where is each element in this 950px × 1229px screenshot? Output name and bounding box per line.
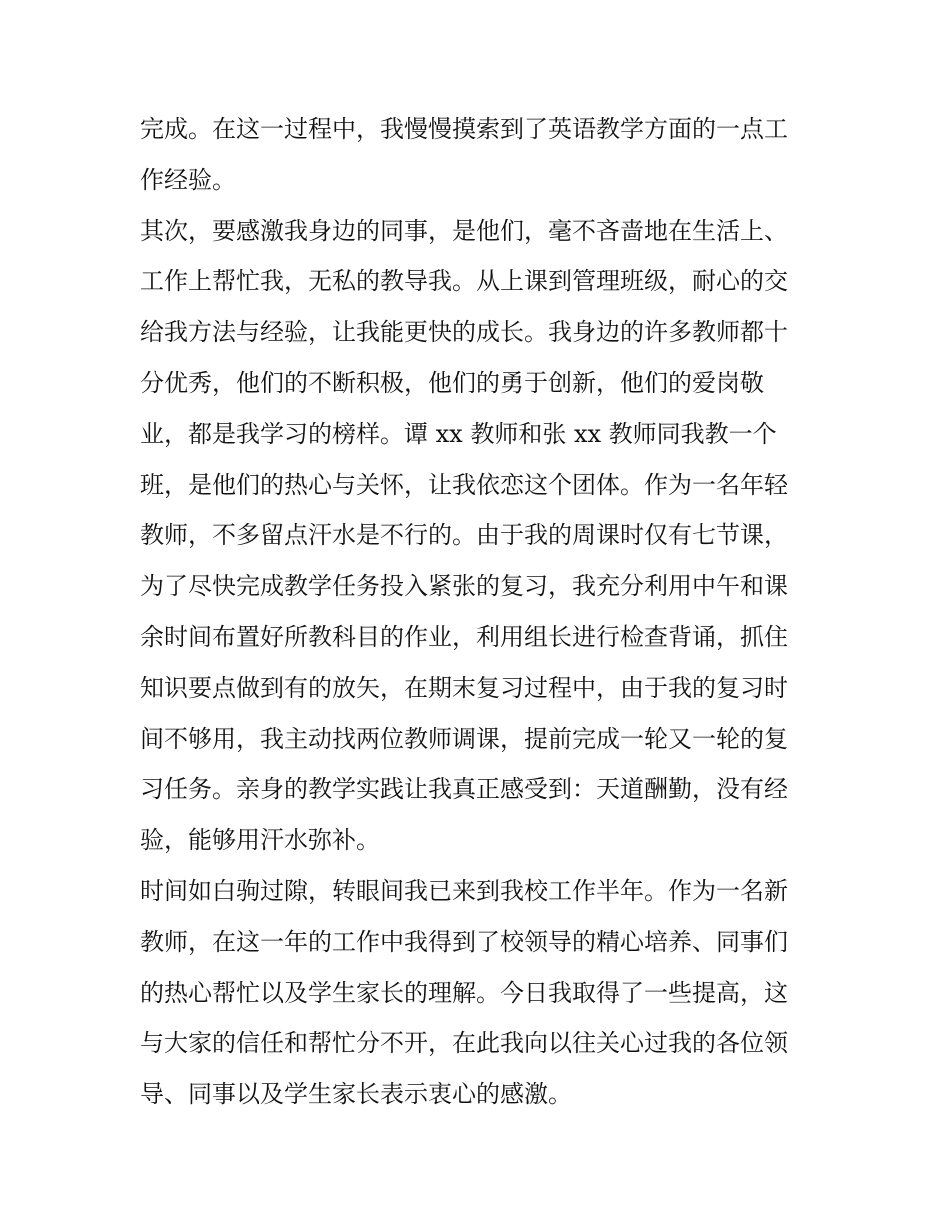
text-line: 业，都是我学习的榜样。谭 xx 教师和张 xx 教师同我教一个 <box>140 419 777 448</box>
text-line: 作经验。 <box>140 165 236 194</box>
text-line: 与大家的信任和帮忙分不开，在此我向以往关心过我的各位领 <box>140 1029 788 1058</box>
text-line: 余时间布置好所教科目的作业，利用组长进行检查背诵，抓住 <box>140 622 788 651</box>
text-line: 完成。在这一过程中，我慢慢摸索到了英语教学方面的一点工 <box>140 115 788 143</box>
text-line: 导、同事以及学生家长表示衷心的感激。 <box>140 1080 572 1109</box>
text-line: 时间如白驹过隙，转眼间我已来到我校工作半年。作为一名新 <box>140 876 788 905</box>
text-line: 间不够用，我主动找两位教师调课，提前完成一轮又一轮的复 <box>140 724 788 753</box>
body-text <box>140 104 820 1120</box>
text-line: 知识要点做到有的放矢，在期末复习过程中，由于我的复习时 <box>140 673 788 702</box>
text-line: 教师，不多留点汗水是不行的。由于我的周课时仅有七节课， <box>140 521 788 550</box>
text-line: 习任务。亲身的教学实践让我真正感受到：天道酬勤，没有经 <box>140 775 788 804</box>
text-line: 工作上帮忙我，无私的教导我。从上课到管理班级，耐心的交 <box>140 267 788 296</box>
text-line: 教师，在这一年的工作中我得到了校领导的精心培养、同事们 <box>140 927 788 956</box>
text-line: 验，能够用汗水弥补。 <box>140 826 380 855</box>
text-line: 其次，要感激我身边的同事，是他们，毫不吝啬地在生活上、 <box>140 216 788 245</box>
text-line: 班，是他们的热心与关怀，让我依恋这个团体。作为一名年轻 <box>140 470 788 499</box>
text-line: 给我方法与经验，让我能更快的成长。我身边的许多教师都十 <box>140 318 788 347</box>
text-line: 分优秀，他们的不断积极，他们的勇于创新，他们的爱岗敬 <box>140 368 764 397</box>
text-line: 为了尽快完成教学任务投入紧张的复习，我充分利用中午和课 <box>140 572 788 601</box>
text-line: 的热心帮忙以及学生家长的理解。今日我取得了一些提高，这 <box>140 978 788 1007</box>
